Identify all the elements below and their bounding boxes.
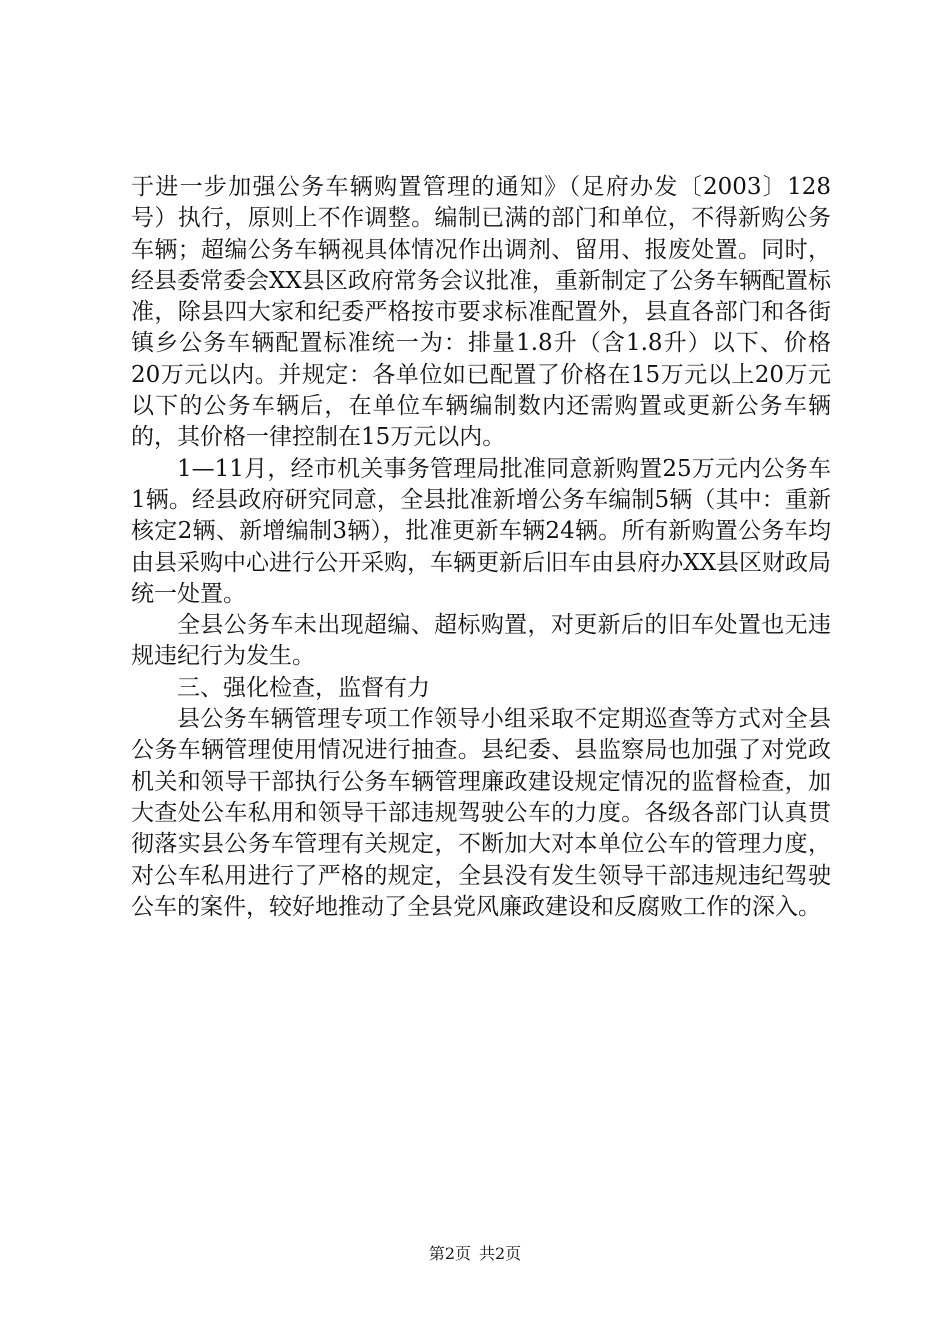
paragraph-supervision: 县公务车辆管理专项工作领导小组采取不定期巡查等方式对全县公务车辆管理使用情况进行抽查。县纪委、县监察局也加强了对党政机关和领导干部执行公务车辆管理廉政建设规定情况的监督检查，加大查处公车私用和领导干部违规驾驶公车的力度。各级各部门认真贯彻落实县公务车管理有关规定，不断加大对本单位公车的管理力度，对公车私用进行了严格的规定，全县没有发生领导干部违规违纪驾驶公车的案件，较好地推动了全县党风廉政建设和反腐败工作的深入。: [131, 706, 831, 920]
page-footer: [0, 1244, 950, 1264]
paragraph-continued: 于进一步加强公务车辆购置管理的通知》（足府办发〔2003〕128号）执行，原则上不作调整。编制已满的部门和单位，不得新购公务车辆；超编公务车辆视具体情况作出调剂、留用、报废处置。同时，经县委常委会XX县区政府常务会议批准，重新制定了公务车辆配置标准，除县四大家和纪委严格按市要求标准配置外，县直各部门和各街镇乡公务车辆配置标准统一为：排量1.8升（含1.8升）以下、价格20万元以内。并规定：各单位如已配置了价格在15万元以上20万元以下的公务车辆后，在单位车辆编制数内还需购置或更新公务车辆的，其价格一律控制在15万元以内。: [131, 174, 831, 451]
section-heading: 三、强化检查，监督有力: [177, 674, 430, 701]
paragraph-no-violations: 全县公务车未出现超编、超标购置，对更新后的旧车处置也无违规违纪行为发生。: [131, 612, 831, 670]
page-total: 共2页: [479, 1244, 522, 1263]
page-number: 第2页: [428, 1244, 471, 1263]
paragraph-purchase-stats: 1—11月，经市机关事务管理局批准同意新购置25万元内公务车1辆。经县政府研究同意，全县批准新增公务车编制5辆（其中：重新核定2辆、新增编制3辆），批准更新车辆24辆。所有新购置公务车均由县采购中心进行公开采购，车辆更新后旧车由县府办XX县区财政局统一处置。: [131, 455, 831, 607]
document-body: [131, 172, 831, 923]
